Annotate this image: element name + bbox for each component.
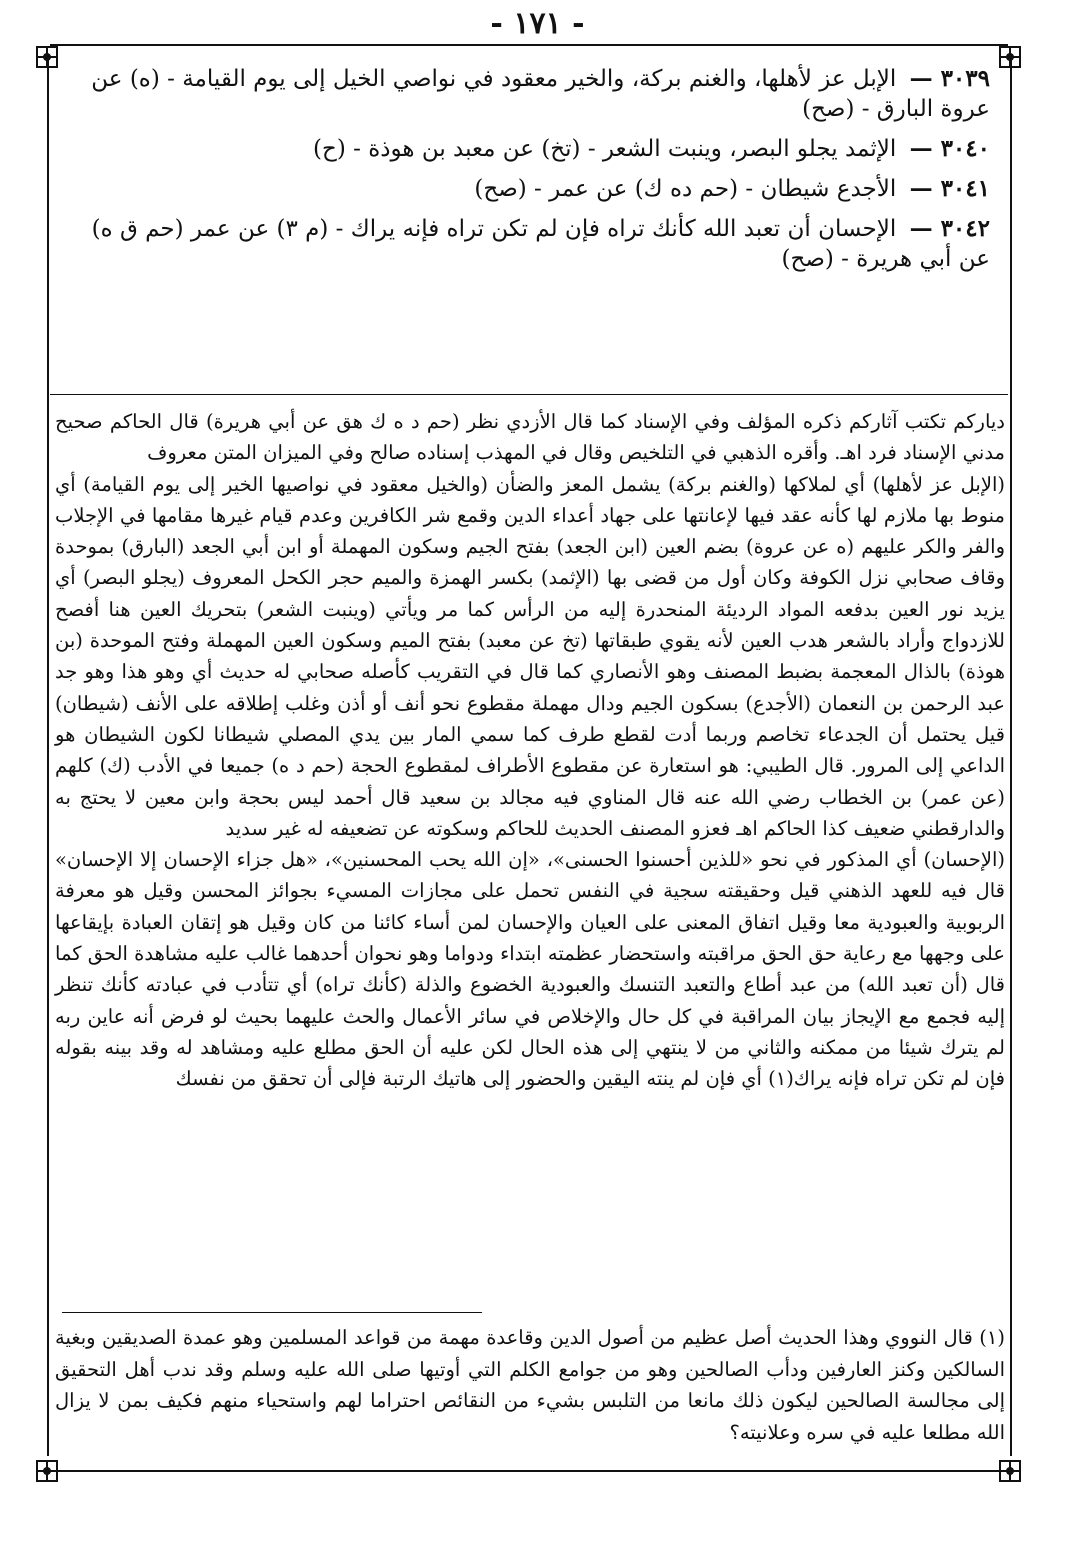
corner-ornament-icon — [34, 44, 60, 70]
left-border — [47, 60, 49, 1456]
corner-ornament-icon — [997, 1458, 1023, 1484]
hadith-entry — [70, 64, 990, 124]
commentary-paragraph: (الإبل عز لأهلها) أي لملاكها (والغنم بركة) يشمل المعز والضأن (والخيل معقود في نواصيها الخير إلى يوم القيامة) أي منوط بها ملازم لها كأنه عقد فيها لإعانتها على جهاد أعداء الدين وقمع شر الكافرين وعدم قيام غيرها مقامها في الإجلاب والفر والكر عليهم (ه عن عروة) بضم العين (ابن الجعد) بفتح الجيم وسكون المهملة أو ابن أبي الجعد (البارق) بموحدة وقاف صحابي نزل الكوفة وكان أول من قضى بها (الإثمد) بكسر الهمزة والميم حجر الكحل المعروف (يجلو البصر) أي يزيد نور العين بدفعه المواد الرديئة المنحدرة إليه من الرأس كما مر ويأتي (وينبت الشعر) بتحريك العين هنا أفصح للازدواج وأراد بالشعر هدب العين لأنه يقوي طبقاتها (تخ عن معبد) بفتح الميم وسكون العين المهملة وفتح الموحدة (بن هوذة) بالذال المعجمة بضبط المصنف وهو الأنصاري كما قال في التقريب كأصله صحابي له حديث أي وهو هذا وهو جد عبد الرحمن بن النعمان (الأجدع) بسكون الجيم ودال مهملة مقطوع نحو أنف أو أذن وغلب إطلاقه على الأنف (شيطان) قيل يحتمل أن الجدعاء تخاصم وربما أدت لقطع طرف كما سمي المار بين يدي المصلي شيطانا لكون الشيطان هو الداعي إلى المرور. قال الطيبي: هو استعارة عن مقطوع الأطراف لمقطوع الحجة (حم د ه) جميعا في الأدب (ك) كلهم (عن عمر) بن الخطاب رضي الله عنه قال المناوي فيه مجالد بن سعيد قال أحمد ليس بحجة وابن معين لا يحتج به والدارقطني ضعيف كذا الحاكم اهـ فعزو المصنف الحديث للحاكم وسكوته عن تضعيفه له غير سديد — [55, 472, 1005, 840]
hadith-text: الإثمد يجلو البصر، وينبت الشعر - (تخ) عن معبد بن هوذة - (ح) — [313, 136, 897, 162]
bottom-border — [50, 1470, 1008, 1472]
hadith-number: ٣٠٣٩ — — [909, 65, 990, 92]
footnotes — [55, 1322, 1005, 1448]
corner-ornament-icon — [34, 1458, 60, 1484]
commentary-paragraph: (الإحسان) أي المذكور في نحو «للذين أحسنوا الحسنى»، «إن الله يحب المحسنين»، «هل جزاء الإحسان إلا الإحسان» قال فيه للعهد الذهني قيل وحقيقته سجية في النفس تحمل على مجازات المسيء بجوائز المحسن وقيل هو معرفة الربوبية والعبودية معا وقيل اتفاق المعنى على العيان والإحسان لمن أساء كائنا من كان وقيل هو إتقان العبادة بإيقاعها على وجهها مع رعاية حق الحق مراقبته واستحضار عظمته ابتداء ودواما وهو نحوان أحدهما غالب عليه مشاهدة الحق كما قال (أن تعبد الله) من عبد أطاع والتعبد التنسك والعبودية الخضوع والذلة (كأنك تراه) أي تتأدب في عبادته كأنك تنظر إليه فجمع مع الإيجاز بيان المراقبة في كل حال والإخلاص في سائر الأعمال والحث عليهما بحيث لو فرض أنه عاين ربه لم يترك شيئا من ممكنه والثاني من لا ينتهي إلى هذه الحال لكن عليه أن الحق مطلع عليه ومشاهد له وقد بينه بقوله فإن لم تكن تراه فإنه يراك(١) أي فإن لم ينته اليقين والحضور إلى هاتيك الرتبة فإلى أن تحقق من نفسك — [55, 848, 1005, 1091]
commentary-body — [55, 406, 1005, 1095]
hadith-list — [70, 64, 990, 284]
page-number: - ١٧١ - — [490, 6, 585, 41]
hadith-text: الأجدع شيطان - (حم ده ك) عن عمر - (صح) — [474, 176, 897, 202]
hadith-number: ٣٠٤٢ — — [909, 215, 990, 242]
top-border — [50, 44, 1008, 46]
hadith-divider — [50, 394, 1008, 395]
hadith-number: ٣٠٤١ — — [909, 175, 990, 202]
hadith-entry — [70, 174, 990, 204]
hadith-text: الإحسان أن تعبد الله كأنك تراه فإن لم تكن تراه فإنه يراك - (م ٣) عن عمر (حم ق ه) عن أبي هريرة - (صح) — [91, 216, 990, 272]
commentary-paragraph: دياركم تكتب آثاركم ذكره المؤلف وفي الإسناد كما قال الأزدي نظر (حم د ه ك هق عن أبي هريرة) قال الحاكم صحيح مدني الإسناد فرد اهـ. وأقره الذهبي في التلخيص وقال في المهذب إسناده صالح وفي الميزان المتن معروف — [55, 410, 1005, 465]
hadith-number: ٣٠٤٠ — — [909, 135, 990, 162]
hadith-entry — [70, 134, 990, 164]
right-border — [1010, 60, 1012, 1456]
footnote: (١) قال النووي وهذا الحديث أصل عظيم من أصول الدين وقاعدة مهمة من قواعد المسلمين وهو عمدة الصديقين وبغية السالكين وكنز العارفين ودأب الصالحين وهو من جوامع الكلم التي أوتيها صلى الله عليه وسلم وقد ندب أهل التحقيق إلى مجالسة الصالحين ليكون ذلك مانعا من التلبس بشيء من النقائص احتراما لهم واستحياء منهم فكيف بمن لا يزال الله مطلعا عليه في سره وعلانيته؟ — [55, 1326, 1006, 1444]
corner-ornament-icon — [997, 44, 1023, 70]
hadith-text: الإبل عز لأهلها، والغنم بركة، والخير معقود في نواصي الخيل إلى يوم القيامة - (ه) عن عروة البارق - (صح) — [91, 66, 990, 122]
hadith-entry — [70, 214, 990, 274]
footnote-divider — [62, 1312, 482, 1313]
